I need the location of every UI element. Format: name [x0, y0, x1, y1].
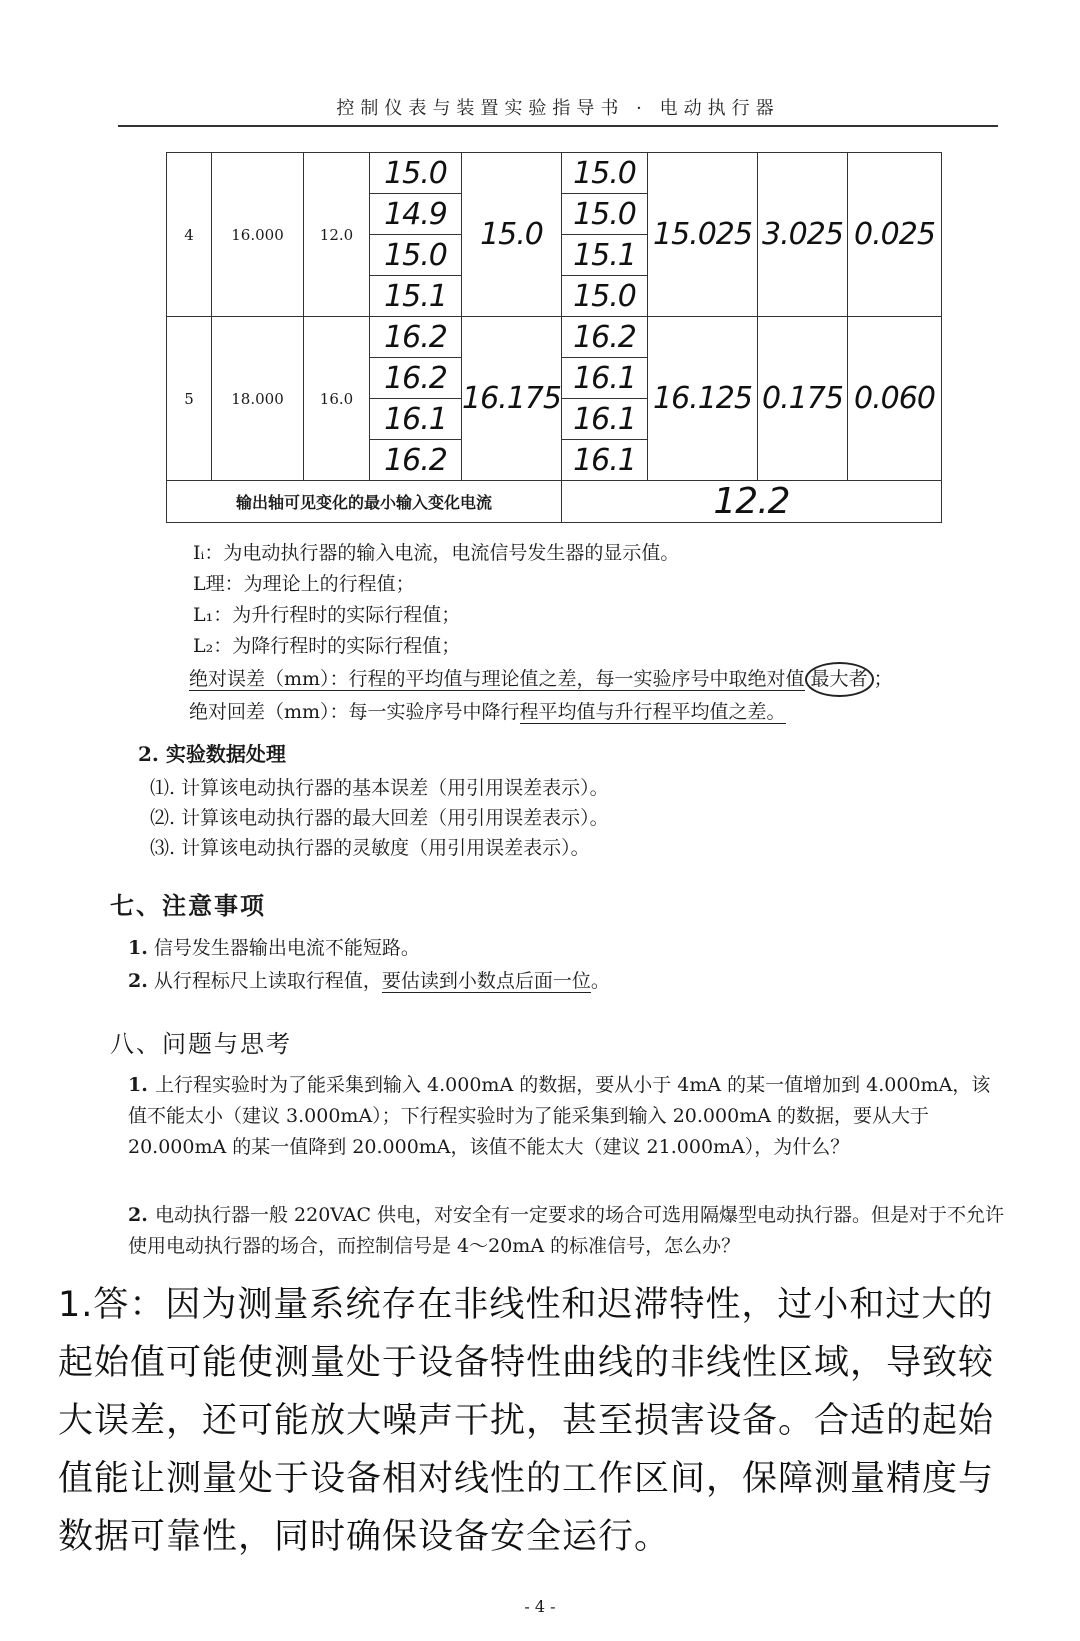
up-reading: 14.9: [370, 194, 461, 235]
down-reading: 15.0: [562, 194, 647, 235]
abs-error: 0.175: [757, 317, 847, 481]
down-reading: 16.2: [562, 317, 647, 358]
question-2: 2. 电动执行器一般 220VAC 供电，对安全有一定要求的场合可选用隔爆型电动执行器。但是对于不允许使用电动执行器的场合，而控制信号是 4～20mA 的标准信号，怎么办？: [128, 1204, 1005, 1257]
down-reading: 16.1: [562, 358, 647, 399]
table-row: [167, 317, 942, 481]
note-abs-hysteresis-underlined: 程平均值与升行程平均值之差。: [519, 701, 786, 723]
row-theory: 12.0: [304, 153, 370, 317]
down-reading: 15.0: [573, 278, 636, 314]
min-change-label: 输出轴可见变化的最小输入变化电流: [167, 481, 562, 523]
up-reading: 15.1: [384, 278, 447, 314]
down-reading: 16.1: [573, 442, 636, 478]
table-notes: [189, 538, 893, 728]
abs-hysteresis: 0.025: [847, 153, 941, 317]
abs-hysteresis: 0.060: [847, 317, 941, 481]
table-footer-row: [167, 481, 942, 523]
up-average: 15.0: [462, 153, 562, 317]
up-average: 16.175: [462, 317, 562, 481]
table-row: [167, 153, 942, 317]
min-change-value: 12.2: [561, 481, 941, 523]
down-average: 15.025: [647, 153, 757, 317]
up-reading: 16.2: [384, 442, 447, 478]
down-reading: 15.0: [562, 153, 647, 194]
up-reading: 16.1: [370, 399, 461, 440]
up-reading: 16.2: [370, 317, 461, 358]
up-reading: 15.0: [370, 235, 461, 276]
up-reading: 16.2: [370, 358, 461, 399]
note-ii: Iᵢ：为电动执行器的输入电流，电流信号发生器的显示值。: [193, 542, 680, 564]
section2-item: ⑴. 计算该电动执行器的基本误差（用引用误差表示）。: [150, 777, 609, 799]
section7-title: 七、注意事项: [110, 891, 266, 920]
down-reading: 16.1: [562, 399, 647, 440]
up-reading: 15.0: [370, 153, 461, 194]
down-average: 16.125: [647, 317, 757, 481]
note-l1: L₁：为升行程时的实际行程值；: [193, 604, 461, 626]
note-abs-hysteresis: 绝对回差（mm）：每一实验序号中降行程平均值与升行程平均值之差。: [189, 701, 786, 723]
handwritten-answer: 1.答：因为测量系统存在非线性和迟滞特性，过小和过大的起始值可能使测量处于设备特性曲线的非线性区域，导致较大误差，还可能放大噪声干扰，甚至损害设备。合适的起始值能让测量处于设备相对线性的工作区间，保障测量精度与数据可靠性，同时确保设备安全运行。: [58, 1285, 995, 1557]
header-rule: [118, 125, 998, 127]
data-table: [166, 152, 942, 523]
row-no: 5: [167, 317, 212, 481]
note-abs-error-text: 绝对误差（mm）：行程的平均值与理论值之差，每一实验序号中取绝对值: [189, 668, 805, 690]
row-theory: 16.0: [304, 317, 370, 481]
note-l2: L₂：为降行程时的实际行程值；: [193, 635, 461, 657]
section7-item: 1. 信号发生器输出电流不能短路。: [128, 937, 420, 959]
row-current: 16.000: [212, 153, 304, 317]
section7-item: 2. 从行程标尺上读取行程值，要估读到小数点后面一位。: [128, 970, 610, 992]
down-reading: 15.1: [562, 235, 647, 276]
abs-error: 3.025: [757, 153, 847, 317]
section8-title: 八、问题与思考: [110, 1030, 292, 1058]
handwritten-underline: 要估读到小数点后面一位: [381, 970, 591, 992]
note-abs-error: 绝对误差（mm）：行程的平均值与理论值之差，每一实验序号中取绝对值 最大者 ；: [189, 662, 893, 697]
row-current: 18.000: [212, 317, 304, 481]
section2-item: ⑵. 计算该电动执行器的最大回差（用引用误差表示）。: [150, 807, 609, 829]
page-number: - 4 -: [524, 1597, 556, 1616]
handwritten-circle-mark: 最大者: [805, 662, 874, 697]
page-header: 控制仪表与装置实验指导书 · 电动执行器: [336, 98, 780, 119]
question-1: 1. 上行程实验时为了能采集到输入 4.000mA 的数据，要从小于 4mA 的某一值增加到 4.000mA，该值不能太小（建议 3.000mA）；下行程实验时为了能采集到输入 20.000mA 的数据，要从大于 20.000mA 的某一值降到 20.000mA，该值不能太大（建议 21.000mA），为什么？: [128, 1074, 991, 1158]
note-l-theory: L理：为理论上的行程值；: [193, 573, 415, 595]
row-no: 4: [167, 153, 212, 317]
section2-item: ⑶. 计算该电动执行器的灵敏度（用引用误差表示）。: [150, 837, 590, 859]
section2-title: 2. 实验数据处理: [138, 742, 286, 766]
